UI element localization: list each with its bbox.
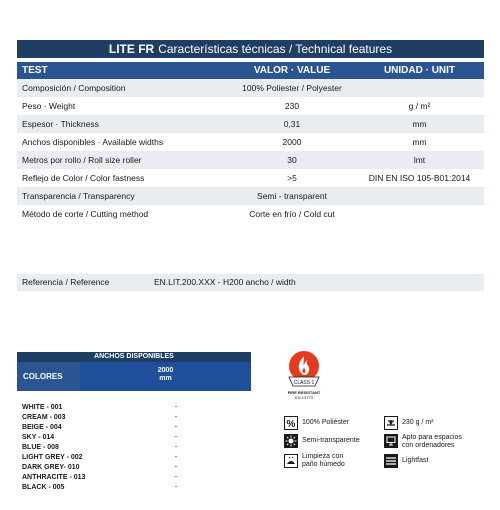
feature-apto [402, 434, 462, 450]
percent-icon [284, 416, 298, 430]
row-test: Espesor · Thickness [22, 119, 99, 129]
row-unit: mm [412, 119, 427, 129]
product-name: LITE FR [108, 42, 155, 56]
row-unit: DIN EN ISO 105-B01:2014 [368, 173, 471, 183]
color-name: LIGHT GREY - 002 [22, 454, 83, 461]
table-row [17, 151, 484, 169]
feature-clean-line1: Limpieza con [302, 453, 344, 460]
color-row [17, 463, 251, 473]
reference-row [17, 274, 484, 291]
color-row [17, 473, 251, 483]
color-row [17, 483, 251, 493]
table-row [17, 79, 484, 97]
color-mark: · [175, 424, 178, 431]
color-name: ANTHRACITE - 013 [22, 474, 86, 481]
reference-label: Referencia / Reference [22, 277, 110, 287]
flame-icon [280, 346, 328, 390]
table-header [17, 62, 484, 79]
feature-apto-line1: Apto para espacios [402, 434, 462, 441]
scale-icon [384, 416, 398, 430]
color-name: BLACK - 005 [22, 484, 65, 491]
color-mark: · [175, 444, 178, 451]
row-unit: lmt [413, 155, 426, 165]
table-row [17, 133, 484, 151]
fire-norm: EN 13773 [295, 395, 313, 400]
header-value: VALOR · VALUE [253, 65, 331, 76]
feature-clean [302, 453, 345, 469]
computer-icon [384, 434, 398, 448]
color-mark: · [175, 414, 178, 421]
color-row [17, 443, 251, 453]
row-test: Reflejo de Color / Color fastness [22, 173, 145, 183]
fire-resistant-badge [280, 346, 328, 406]
color-mark: · [175, 434, 178, 441]
row-value: >5 [287, 173, 297, 183]
row-value: 230 [284, 101, 300, 111]
table-row [17, 187, 484, 205]
colores-header: COLORES [17, 362, 80, 391]
color-mark: · [175, 404, 178, 411]
row-value: 0,31 [283, 119, 301, 129]
color-mark: · [175, 484, 178, 491]
percent-symbol: % [286, 419, 296, 430]
table-row [17, 205, 484, 223]
row-value: Corte en frío / Cold cut [249, 209, 335, 219]
row-test: Peso · Weight [22, 101, 76, 111]
feature-apto-line2: con ordenadores [402, 442, 455, 449]
feature-polyester: 100% Poliéster [302, 419, 350, 426]
row-test: Método de corte / Cutting method [22, 209, 149, 219]
feature-lightfast: Lightfast [402, 457, 429, 464]
row-test: Composición / Composition [22, 83, 126, 93]
color-name: BLUE - 008 [22, 444, 59, 451]
row-test: Anchos disponibles · Available widths [22, 137, 164, 147]
color-name: SKY - 014 [22, 434, 55, 441]
cleaning-icon [284, 454, 298, 468]
color-mark: · [175, 454, 178, 461]
title-text: Características técnicas / Technical features [158, 42, 393, 56]
color-name: WHITE - 001 [22, 404, 63, 411]
width-unit: mm [159, 375, 172, 382]
row-value: 30 [287, 155, 297, 165]
color-name: CREAM - 003 [22, 414, 66, 421]
feature-semi: Semi-transparente [302, 437, 360, 444]
table-row [17, 169, 484, 187]
row-value: 2000 [282, 137, 302, 147]
class-label: CLASS 1 [293, 380, 315, 386]
sun-icon [284, 434, 298, 448]
row-test: Transparencia / Transparency [22, 191, 135, 201]
anchos-header: ANCHOS DISPONIBLES [17, 352, 251, 362]
color-row [17, 403, 251, 413]
row-value: Semi - transparent [257, 191, 327, 201]
header-unit: UNIDAD · UNIT [383, 65, 456, 76]
feature-clean-line2: paño húmedo [302, 461, 345, 468]
row-unit: mm [412, 137, 427, 147]
color-mark: · [175, 464, 178, 471]
feature-weight: 230 g / m² [402, 419, 434, 426]
color-row [17, 433, 251, 443]
color-row [17, 453, 251, 463]
row-test: Metros por rollo / Roll size roller [22, 155, 142, 165]
width-header [80, 362, 251, 391]
color-row [17, 413, 251, 423]
table-row [17, 97, 484, 115]
page-title [17, 40, 484, 58]
reference-value: EN.LIT.200.XXX - H200 ancho / width [154, 277, 296, 287]
color-mark: · [175, 474, 178, 481]
width-value: 2000 [157, 367, 174, 374]
row-unit: g / m² [408, 101, 431, 111]
color-name: DARK GREY- 010 [22, 464, 80, 471]
row-value: 100% Poliester / Polyester [242, 83, 342, 93]
fire-text: FIRE RESISTANT [287, 390, 321, 395]
lightfast-icon [384, 454, 398, 468]
table-row [17, 115, 484, 133]
color-row [17, 423, 251, 433]
color-name: BEIGE - 004 [22, 424, 62, 431]
header-test: TEST [22, 65, 48, 76]
